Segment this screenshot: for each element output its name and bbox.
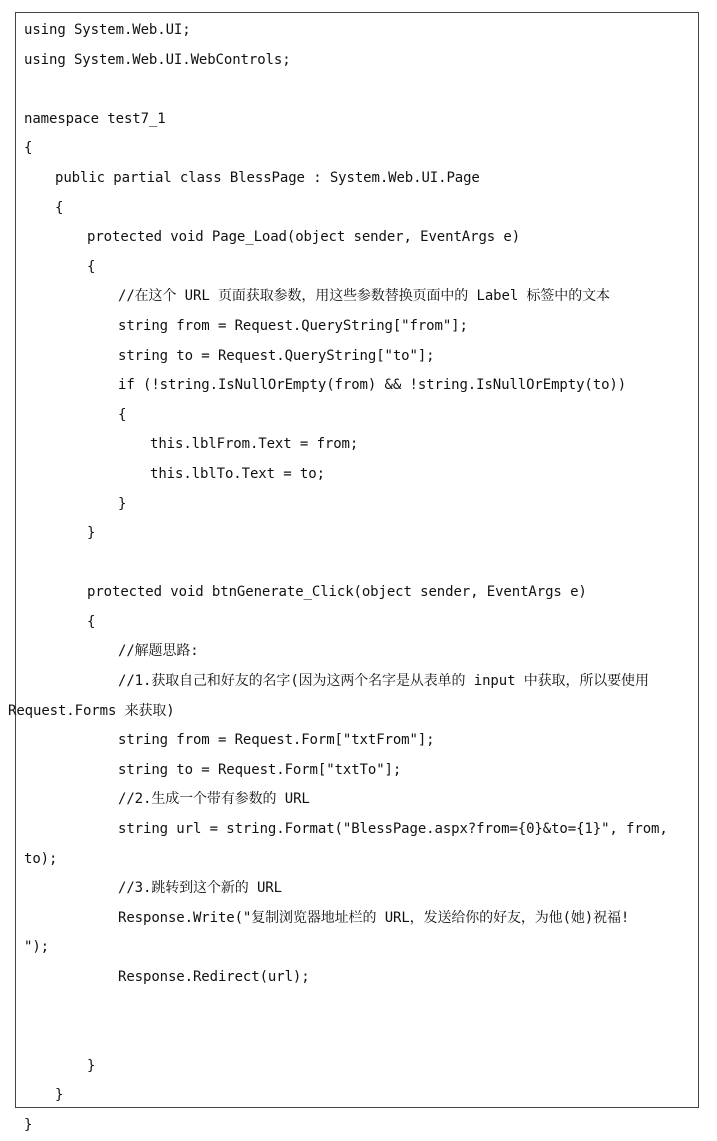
code-line: {: [87, 258, 96, 275]
code-line: protected void btnGenerate_Click(object sender, EventArgs e): [87, 584, 587, 601]
code-comment-wrap: Request.Forms 来获取): [8, 702, 175, 719]
code-line: string from = Request.Form["txtFrom"];: [118, 732, 435, 749]
code-line: [16, 75, 698, 105]
code-line-wrap: ");: [24, 939, 49, 956]
code-line: namespace test7_1: [24, 110, 166, 127]
code-listing: [8, 12, 699, 1133]
code-line: }: [87, 525, 96, 542]
code-line: this.lblFrom.Text = from;: [150, 436, 359, 453]
code-line: this.lblTo.Text = to;: [150, 465, 325, 482]
code-line: [16, 993, 698, 1023]
code-comment: //2.生成一个带有参数的 URL: [118, 791, 310, 808]
code-line: [16, 549, 698, 579]
code-line: }: [24, 1116, 33, 1133]
code-line: public partial class BlessPage : System.Web.UI.Page: [55, 169, 480, 186]
code-comment: //3.跳转到这个新的 URL: [118, 880, 282, 897]
code-line: {: [118, 406, 127, 423]
code-line: }: [87, 1057, 96, 1074]
code-line: }: [55, 1087, 64, 1104]
code-line: string from = Request.QueryString["from"];: [118, 317, 468, 334]
code-line: {: [87, 613, 96, 630]
code-line: if (!string.IsNullOrEmpty(from) && !string.IsNullOrEmpty(to)): [118, 377, 627, 394]
code-line: using System.Web.UI.WebControls;: [24, 51, 291, 68]
code-line: Response.Write("复制浏览器地址栏的 URL，发送给你的好友，为他(她)祝福!: [118, 909, 630, 926]
code-line: [16, 1022, 698, 1052]
code-comment: //解题思路:: [118, 643, 199, 660]
code-line-wrap: to);: [24, 850, 58, 867]
code-comment: //在这个 URL 页面获取参数，用这些参数替换页面中的 Label 标签中的文本: [118, 288, 610, 305]
code-line: string to = Request.Form["txtTo"];: [118, 761, 402, 778]
code-line: {: [24, 140, 33, 157]
code-line: protected void Page_Load(object sender, EventArgs e): [87, 229, 521, 246]
code-line: using System.Web.UI;: [24, 22, 191, 38]
code-line: string url = string.Format("BlessPage.aspx?from={0}&to={1}", from,: [118, 821, 668, 838]
code-line: {: [55, 199, 64, 216]
code-line: Response.Redirect(url);: [118, 969, 310, 985]
code-line: string to = Request.QueryString["to"];: [118, 347, 435, 364]
code-comment: //1.获取自己和好友的名字(因为这两个名字是从表单的 input 中获取，所以要使用: [118, 673, 649, 690]
code-line: }: [118, 495, 127, 512]
